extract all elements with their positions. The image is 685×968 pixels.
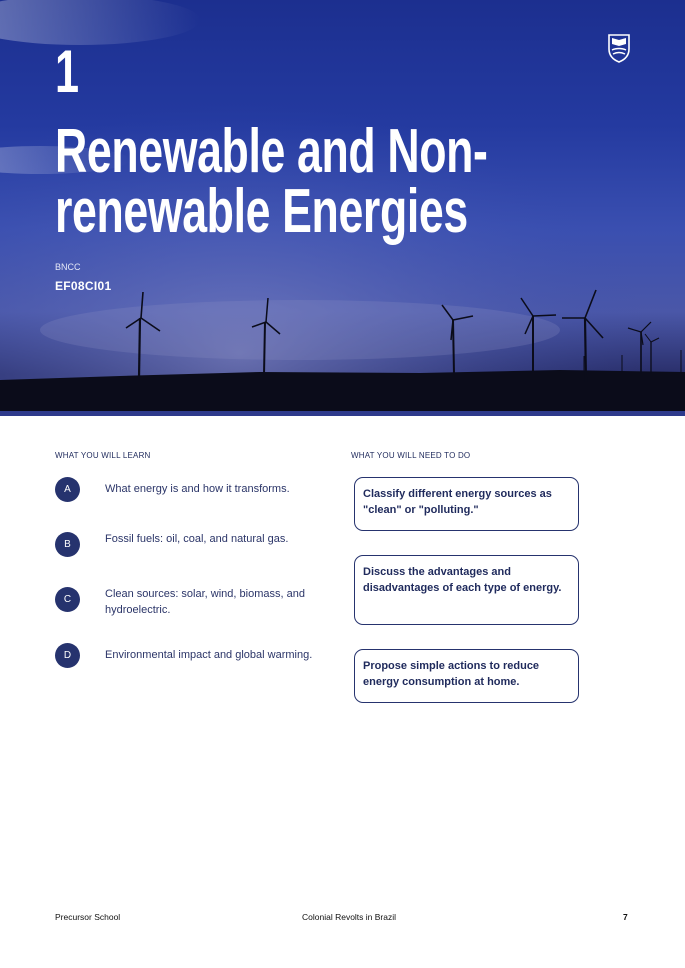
task-card-1: Classify different energy sources as "clean" or "polluting.": [354, 477, 579, 531]
letter-badge: C: [55, 587, 80, 612]
footer-school: Precursor School: [55, 912, 121, 922]
task-card-2: Discuss the advantages and disadvantages of each type of energy.: [354, 555, 579, 625]
learn-item-text: Clean sources: solar, wind, biomass, and hydroelectric.: [105, 588, 305, 616]
bncc-label: BNCC: [55, 262, 81, 272]
letter-badge: B: [55, 532, 80, 557]
hero-divider: [0, 411, 685, 416]
footer-title: Colonial Revolts in Brazil: [302, 912, 397, 922]
letter-badge: D: [55, 643, 80, 668]
task-card-3: Propose simple actions to reduce energy consumption at home.: [354, 649, 579, 703]
title-line-2: renewable Energies: [55, 177, 468, 246]
hero-banner: [0, 0, 685, 416]
bncc-code: EF08CI01: [55, 279, 112, 293]
letter-badge: A: [55, 477, 80, 502]
learn-item-text: Environmental impact and global warming.: [105, 649, 313, 661]
unit-number: 1: [55, 38, 80, 105]
learn-item-text: Fossil fuels: oil, coal, and natural gas.: [105, 533, 289, 545]
school-crest-icon: [607, 33, 631, 63]
learn-item-text: What energy is and how it transforms.: [105, 483, 290, 495]
page-title: [55, 117, 530, 246]
page-number: 7: [623, 912, 628, 922]
todo-heading: WHAT YOU WILL NEED TO DO: [351, 451, 471, 460]
title-line-1: Renewable and Non-: [55, 117, 488, 186]
learn-heading: WHAT YOU WILL LEARN: [55, 451, 151, 460]
